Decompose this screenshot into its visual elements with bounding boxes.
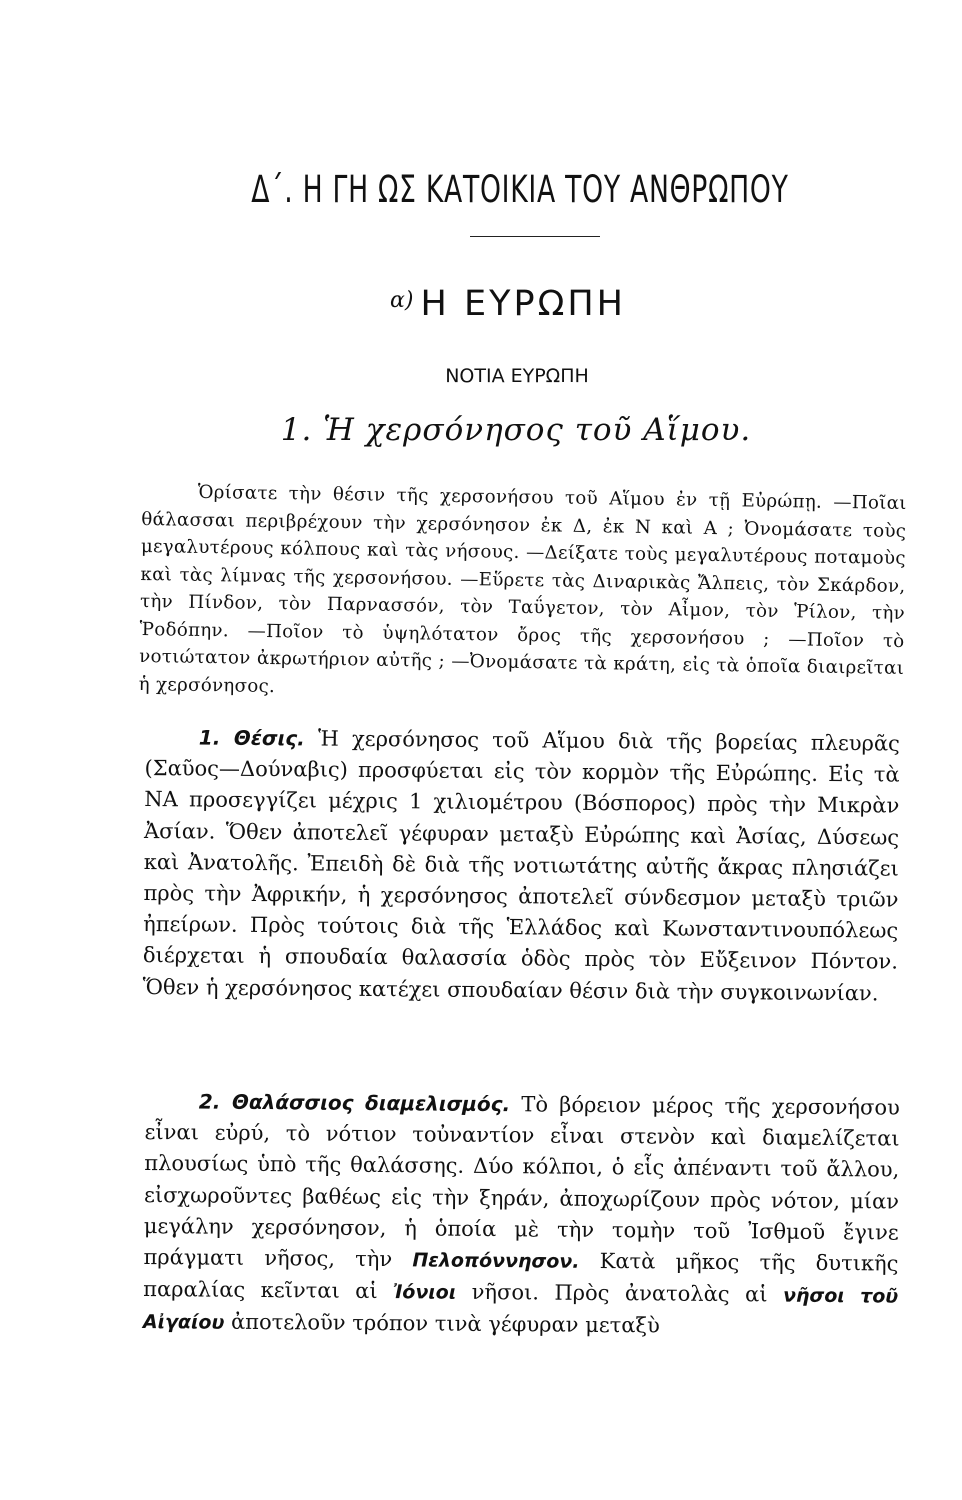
paragraph-text: νῆσοι. Πρὸς ἀνατολὰς αἱ bbox=[471, 1280, 768, 1307]
paragraph-heading: 1. Θέσις. bbox=[198, 725, 305, 751]
title-divider bbox=[470, 236, 600, 237]
section-letter: α) bbox=[390, 288, 414, 313]
lesson-title: 1. Ἡ χερσόνησος τοῦ Αἵμου. bbox=[280, 412, 752, 448]
term-ionian: Ἰόνιοι bbox=[393, 1281, 457, 1304]
paragraph-text: ἀποτελοῦν τρόπον τινὰ γέφυραν μεταξὺ bbox=[230, 1310, 660, 1338]
paragraph-text: Κατὰ μῆκος τῆς δυτικῆς παραλίας κεῖνται αἱ bbox=[143, 1248, 899, 1304]
section-title bbox=[390, 284, 626, 324]
term-aegean-islands: νῆσοι τοῦ Αἰγαίου bbox=[142, 1284, 899, 1335]
paragraph-heading: 2. Θαλάσσιος διαμελισμός. bbox=[198, 1089, 511, 1117]
chapter-title: Δ΄. Η ΓΗ ΩΣ ΚΑΤΟΙΚΙΑ ΤΟΥ ΑΝΘΡΩΠΟΥ bbox=[251, 168, 789, 211]
term-peloponnese: Πελοπόννησον. bbox=[412, 1249, 580, 1273]
subsection-title: ΝΟΤΙΑ ΕΥΡΩΠΗ bbox=[445, 365, 589, 387]
paragraph-text: Τὸ βόρειον μέρος τῆς χερσονήσου εἶναι εὐρύ, τὸ νότιον τοὐναντίον εἶναι στενὸν καὶ διαμελίζεται πλουσίως ὑπὸ τῆς θαλάσσης. Δύο κόλποι, ὁ εἷς ἀπέναντι τοῦ ἄλλου, εἰσχωροῦντες βαθέως εἰς τὴν ξηράν, ἀποχωρίζουν πρὸς νότον, μίαν μεγάλην χερσόνησον, ἡ ὁποία μὲ τὴν τομὴν τοῦ Ἰσθμοῦ ἔγινε πράγματι νῆσος, τὴν bbox=[143, 1092, 900, 1272]
paragraph-position bbox=[143, 722, 900, 1009]
paragraph-text: Ἡ χερσόνησος τοῦ Αἵμου διὰ τῆς βορείας πλευρᾶς (Σαῦος—Δούναβις) προσφύεται εἰς τὸν κορμὸν τῆς Εὐρώπης. Εἰς τὰ ΝΑ προσεγγίζει μέχρις 1 χιλιομέτρου (Βόσπορος) πρὸς τὴν Μικρὰν Ἀσίαν. Ὅθεν ἀποτελεῖ γέφυραν μεταξὺ Εὐρώπης καὶ Ἀσίας, Δύσεως καὶ Ἀνατολῆς. Ἐπειδὴ δὲ διὰ τῆς νοτιωτάτης αὐτῆς ἄκρας πλησιάζει πρὸς τὴν Ἀφρικήν, ἡ χερσόνησος ἀποτελεῖ σύνδεσμον μεταξὺ τριῶν ἠπείρων. Πρὸς τούτοις διὰ τῆς Ἑλλάδος καὶ Κωνσταντινουπόλεως διέρχεται ἡ σπουδαία θαλασσία ὁδὸς πρὸς τὸν Εὔξεινον Πόντον. Ὅθεν ἡ χερσόνησος κατέχει σπουδαίαν θέσιν διὰ τὴν συγκοινωνίαν. bbox=[142, 726, 900, 1006]
section-name: Η ΕΥΡΩΠΗ bbox=[420, 284, 626, 324]
review-questions: Ὁρίσατε τὴν θέσιν τῆς χερσονήσου τοῦ Αἵμου ἐν τῇ Εὐρώπῃ. —Ποῖαι θάλασσαι περιβρέχουν τὴν χερσόνησον ἐκ Δ, ἐκ Ν καὶ Α ; Ὀνομάσατε τοὺς μεγαλυτέρους κόλπους καὶ τὰς νήσους. —Δείξατε τοὺς μεγαλυτέρους ποταμοὺς καὶ τὰς λίμνας τῆς χερσονήσου. —Εὕρετε τὰς Διναρικὰς Ἄλπεις, τὸν Σκάρδον, τὴν Πίνδον, τὸν Παρνασσόν, τὸν Ταΰγετον, τὸν Αἶμον, τὸν Ῥίλον, τὴν Ῥοδόπην. —Ποῖον τὸ ὑψηλότατον ὄρος τῆς χερσονήσου ; —Ποῖον τὸ νοτιώτατον ἀκρωτήριον αὐτῆς ; —Ὀνομάσατε τὰ κράτη, εἰς τὰ ὁποῖα διαιρεῖται ἡ χερσόνησος. bbox=[138, 481, 907, 697]
paragraph-coastline bbox=[143, 1086, 900, 1345]
